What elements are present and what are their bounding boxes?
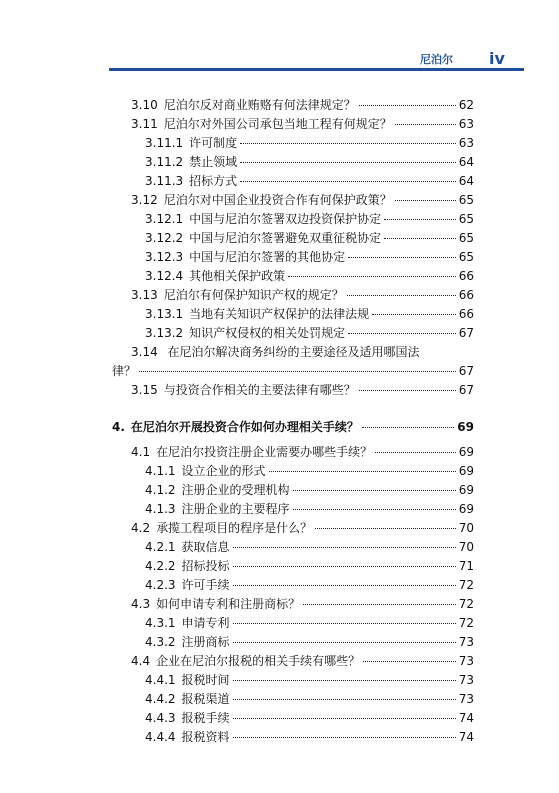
toc-entry[interactable] xyxy=(131,286,474,304)
toc-title: 报税时间 xyxy=(181,673,230,687)
toc-page: 73 xyxy=(458,654,474,668)
toc-title: 如何申请专利和注册商标？ xyxy=(156,597,301,611)
toc-title: 在尼泊尔开展投资合作如何办理相关手续？ xyxy=(130,420,359,434)
toc-title: 设立企业的形式 xyxy=(181,464,266,478)
toc-entry[interactable] xyxy=(131,191,474,209)
toc-entry[interactable] xyxy=(145,709,474,727)
header-country: 尼泊尔 xyxy=(420,53,453,66)
toc-leader xyxy=(347,295,456,296)
toc-leader xyxy=(395,200,456,201)
toc-page: 70 xyxy=(458,521,474,535)
toc-page: 67 xyxy=(458,364,474,378)
toc-leader xyxy=(233,547,456,548)
toc-leader xyxy=(233,566,456,567)
toc-number: 4.3.2 xyxy=(145,635,176,649)
toc-leader xyxy=(362,427,454,428)
toc-leader xyxy=(359,390,456,391)
toc-page: 72 xyxy=(458,616,474,630)
toc-leader xyxy=(293,509,456,510)
toc-page: 66 xyxy=(458,288,474,302)
toc-entry[interactable] xyxy=(145,538,474,556)
toc-entry[interactable] xyxy=(145,248,474,266)
toc-entry[interactable] xyxy=(145,267,474,285)
toc-title: 申请专利 xyxy=(181,616,230,630)
toc-leader xyxy=(233,699,456,700)
toc-title: 尼泊尔反对商业贿赂有何法律规定？ xyxy=(163,98,356,112)
toc-entry[interactable] xyxy=(145,305,474,323)
toc-page: 69 xyxy=(458,502,474,516)
toc-page: 67 xyxy=(458,383,474,397)
toc-number: 4.3.1 xyxy=(145,616,176,630)
toc-number: 3.12.4 xyxy=(145,269,184,283)
toc-entry[interactable] xyxy=(131,443,474,461)
toc-page: 73 xyxy=(458,635,474,649)
toc-number: 4.2 xyxy=(131,521,151,535)
toc-title: 中国与尼泊尔签署的其他协定 xyxy=(189,250,346,264)
toc-page: 70 xyxy=(458,540,474,554)
toc-entry[interactable] xyxy=(145,576,474,594)
toc-number: 4.2.3 xyxy=(145,578,176,592)
toc-page: 62 xyxy=(458,98,474,112)
toc-page: 63 xyxy=(458,117,474,131)
toc-page: 64 xyxy=(458,155,474,169)
toc-entry[interactable] xyxy=(131,381,474,399)
toc-page: 73 xyxy=(458,692,474,706)
toc-page: 72 xyxy=(458,597,474,611)
toc-leader xyxy=(233,623,456,624)
toc-number: 3.13.1 xyxy=(145,307,184,321)
toc-number: 3.12.1 xyxy=(145,212,184,226)
toc-leader xyxy=(359,105,456,106)
toc-leader xyxy=(233,585,456,586)
toc-title: 禁止领域 xyxy=(189,155,238,169)
toc-number: 4.1.3 xyxy=(145,502,176,516)
toc-page: 65 xyxy=(458,193,474,207)
toc-leader xyxy=(395,124,456,125)
toc-leader xyxy=(269,471,456,472)
toc-page: 69 xyxy=(457,420,474,434)
toc-page: 65 xyxy=(458,250,474,264)
toc-title: 招标投标 xyxy=(181,559,230,573)
toc-title-continued: 律？ xyxy=(112,364,137,378)
toc-number: 3.15 xyxy=(131,383,158,397)
toc-title: 注册企业的主要程序 xyxy=(181,502,290,516)
toc-leader xyxy=(315,528,456,529)
toc-page: 69 xyxy=(458,483,474,497)
toc-title: 当地有关知识产权保护的法律法规 xyxy=(189,307,370,321)
toc-number: 3.13.2 xyxy=(145,326,184,340)
toc-page: 71 xyxy=(458,559,474,573)
toc-entry[interactable] xyxy=(145,728,474,746)
toc-title: 许可制度 xyxy=(189,136,238,150)
toc-number: 3.12 xyxy=(131,193,158,207)
toc-entry[interactable] xyxy=(145,153,474,171)
toc-title: 与投资合作相关的主要法律有哪些？ xyxy=(163,383,356,397)
toc-page: 65 xyxy=(458,212,474,226)
toc-leader xyxy=(363,661,456,662)
toc-number: 4.4 xyxy=(131,654,151,668)
toc-number: 3.11.1 xyxy=(145,136,184,150)
toc-leader xyxy=(240,143,456,144)
toc-title: 在尼泊尔投资注册企业需要办哪些手续？ xyxy=(156,445,373,459)
toc-number: 4.4.3 xyxy=(145,711,176,725)
toc-number: 3.14 xyxy=(131,345,158,359)
toc-title: 尼泊尔对外国公司承包当地工程有何规定？ xyxy=(163,117,392,131)
toc-number: 3.12.2 xyxy=(145,231,184,245)
toc-title: 获取信息 xyxy=(181,540,230,554)
toc-chapter[interactable] xyxy=(112,418,474,436)
toc-page: 73 xyxy=(458,673,474,687)
toc-number: 3.10 xyxy=(131,98,158,112)
toc-entry[interactable] xyxy=(145,134,474,152)
toc-title: 尼泊尔有何保护知识产权的规定？ xyxy=(163,288,344,302)
toc-page: 69 xyxy=(458,464,474,478)
toc-entry[interactable] xyxy=(145,500,474,518)
toc-page: 72 xyxy=(458,578,474,592)
toc-number: 4.4.4 xyxy=(145,730,176,744)
toc-title: 注册企业的受理机构 xyxy=(181,483,290,497)
toc-leader xyxy=(384,219,456,220)
toc-leader xyxy=(372,314,456,315)
toc-number: 4.1 xyxy=(131,445,151,459)
toc-page: 64 xyxy=(458,174,474,188)
toc-leader xyxy=(288,276,456,277)
toc-title: 尼泊尔对中国企业投资合作有何保护政策？ xyxy=(163,193,392,207)
toc-title: 中国与尼泊尔签署避免双重征税协定 xyxy=(189,231,382,245)
toc-title: 招标方式 xyxy=(189,174,238,188)
header-rule xyxy=(109,68,524,71)
toc-leader xyxy=(233,737,456,738)
toc-title: 报税渠道 xyxy=(181,692,230,706)
toc-title: 注册商标 xyxy=(181,635,230,649)
toc-number: 4.3 xyxy=(131,597,151,611)
toc-leader xyxy=(303,604,456,605)
toc-entry[interactable] xyxy=(131,519,474,537)
toc-number: 4.2.2 xyxy=(145,559,176,573)
toc-entry[interactable] xyxy=(145,210,474,228)
toc-title: 在尼泊尔解决商务纠纷的主要途径及适用哪国法 xyxy=(167,345,420,359)
page-header xyxy=(0,0,559,72)
toc-entry[interactable] xyxy=(131,595,474,613)
toc-entry[interactable] xyxy=(131,96,474,114)
toc-title: 报税手续 xyxy=(181,711,230,725)
toc-entry[interactable] xyxy=(145,462,474,480)
toc-leader xyxy=(139,371,456,372)
toc-number: 4.4.2 xyxy=(145,692,176,706)
toc-page: 66 xyxy=(458,269,474,283)
toc-title: 许可手续 xyxy=(181,578,230,592)
toc-title: 中国与尼泊尔签署双边投资保护协定 xyxy=(189,212,382,226)
toc-title: 报税资料 xyxy=(181,730,230,744)
toc-entry[interactable] xyxy=(145,633,474,651)
toc-title: 企业在尼泊尔报税的相关手续有哪些？ xyxy=(156,654,361,668)
toc-page: 66 xyxy=(458,307,474,321)
toc-leader xyxy=(375,452,456,453)
toc-leader xyxy=(233,642,456,643)
toc-leader xyxy=(240,162,456,163)
toc-leader xyxy=(384,238,456,239)
toc-title: 承揽工程项目的程序是什么？ xyxy=(156,521,313,535)
toc-leader xyxy=(348,333,456,334)
toc-number: 4.2.1 xyxy=(145,540,176,554)
toc-entry[interactable] xyxy=(145,481,474,499)
toc-number: 3.11 xyxy=(131,117,158,131)
toc-number: 4.1.1 xyxy=(145,464,176,478)
toc-entry[interactable] xyxy=(131,115,474,133)
toc-leader xyxy=(293,490,456,491)
toc-page: 69 xyxy=(458,445,474,459)
toc-entry-continued[interactable] xyxy=(112,362,474,380)
toc-page: 74 xyxy=(458,730,474,744)
toc-entry[interactable] xyxy=(131,652,474,670)
header-page-number: iv xyxy=(489,49,505,68)
toc-entry[interactable] xyxy=(145,324,474,342)
toc-number: 3.12.3 xyxy=(145,250,184,264)
toc-number: 4. xyxy=(112,420,125,434)
toc-leader xyxy=(233,680,456,681)
toc-number: 3.11.3 xyxy=(145,174,184,188)
toc-page: 74 xyxy=(458,711,474,725)
toc-entry[interactable] xyxy=(145,172,474,190)
toc-number: 3.13 xyxy=(131,288,158,302)
toc-number: 4.4.1 xyxy=(145,673,176,687)
toc-leader xyxy=(240,181,456,182)
toc-entry[interactable] xyxy=(145,614,474,632)
toc-title: 其他相关保护政策 xyxy=(189,269,286,283)
toc-number: 4.1.2 xyxy=(145,483,176,497)
toc-entry[interactable] xyxy=(145,557,474,575)
toc-entry[interactable] xyxy=(131,343,474,361)
toc-page: 63 xyxy=(458,136,474,150)
toc-entry[interactable] xyxy=(145,690,474,708)
toc-page: 67 xyxy=(458,326,474,340)
toc-page: 65 xyxy=(458,231,474,245)
toc-leader xyxy=(233,718,456,719)
toc-entry[interactable] xyxy=(145,229,474,247)
toc-leader xyxy=(348,257,456,258)
toc-title: 知识产权侵权的相关处罚规定 xyxy=(189,326,346,340)
toc-entry[interactable] xyxy=(145,671,474,689)
toc-number: 3.11.2 xyxy=(145,155,184,169)
